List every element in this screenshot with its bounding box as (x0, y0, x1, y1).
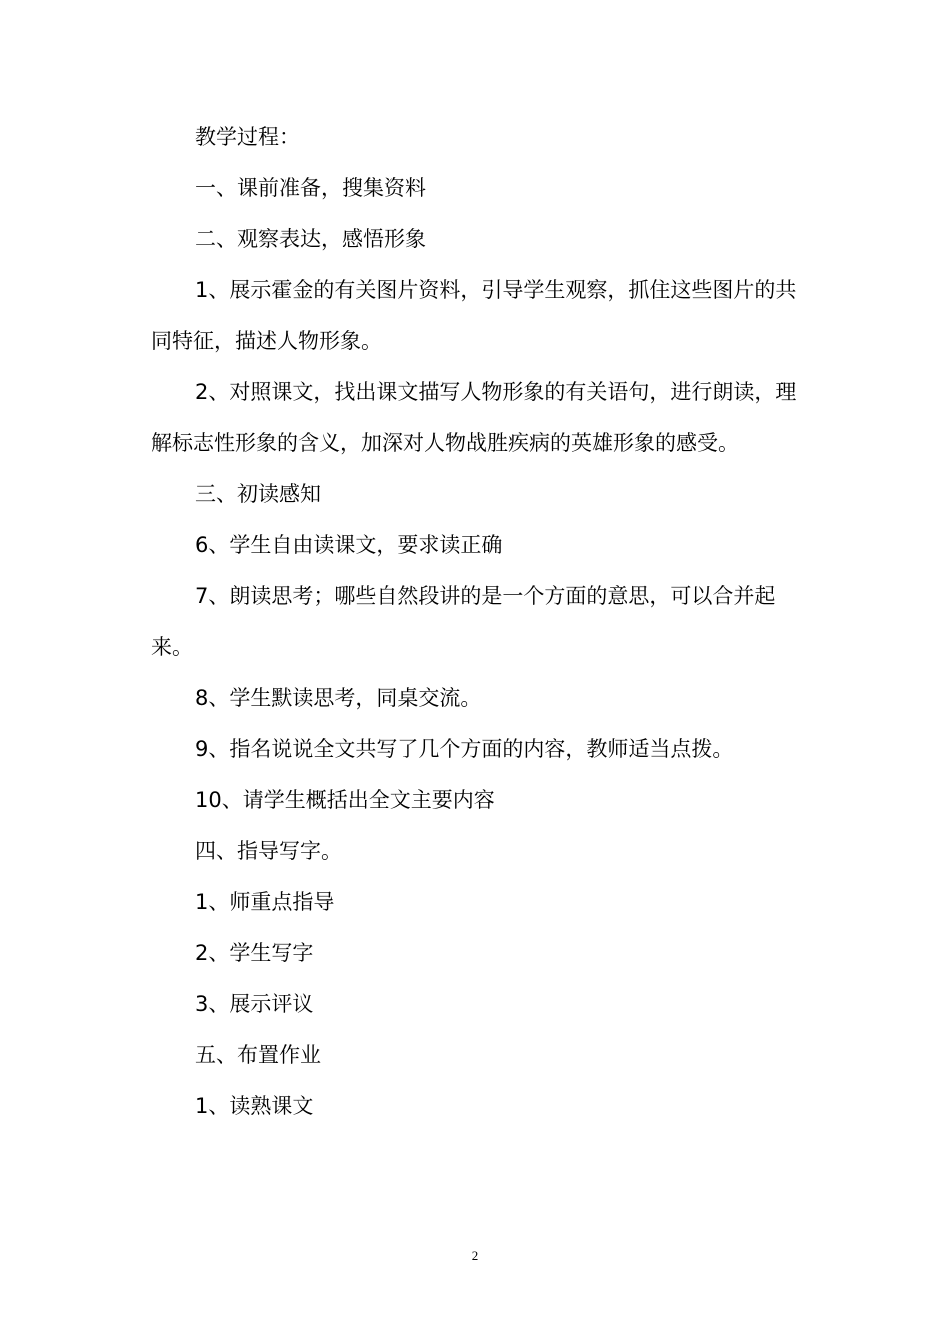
paragraph-writing-2: 2、学生写字 (195, 941, 314, 965)
document-body (151, 112, 801, 1132)
paragraph-item-1: 1、展示霍金的有关图片资料，引导学生观察，抓住这些图片的共同特征，描述人物形象。 (151, 278, 797, 353)
paragraph-item-10: 10、请学生概括出全文主要内容 (195, 788, 495, 812)
paragraph-homework-1: 1、读熟课文 (195, 1094, 314, 1118)
paragraph-item-8: 8、学生默读思考，同桌交流。 (195, 686, 482, 710)
paragraph-section-2: 二、观察表达，感悟形象 (195, 227, 426, 251)
paragraph-section-5: 五、布置作业 (195, 1043, 321, 1067)
paragraph-teaching-process: 教学过程： (195, 125, 300, 149)
paragraph-writing-3: 3、展示评议 (195, 992, 314, 1016)
page-number: 2 (471, 1248, 479, 1263)
paragraph-item-9: 9、指名说说全文共写了几个方面的内容，教师适当点拨。 (195, 737, 734, 761)
paragraph-writing-1: 1、师重点指导 (195, 890, 335, 914)
paragraph-section-4: 四、指导写字。 (195, 839, 342, 863)
paragraph-section-3: 三、初读感知 (195, 482, 321, 506)
paragraph-item-6: 6、学生自由读课文，要求读正确 (195, 533, 503, 557)
paragraph-section-1: 一、课前准备，搜集资料 (195, 176, 426, 200)
paragraph-item-7: 7、朗读思考；哪些自然段讲的是一个方面的意思，可以合并起来。 (151, 584, 776, 659)
paragraph-item-2: 2、对照课文，找出课文描写人物形象的有关语句，进行朗读，理解标志性形象的含义，加深对人物战胜疾病的英雄形象的感受。 (151, 380, 797, 455)
